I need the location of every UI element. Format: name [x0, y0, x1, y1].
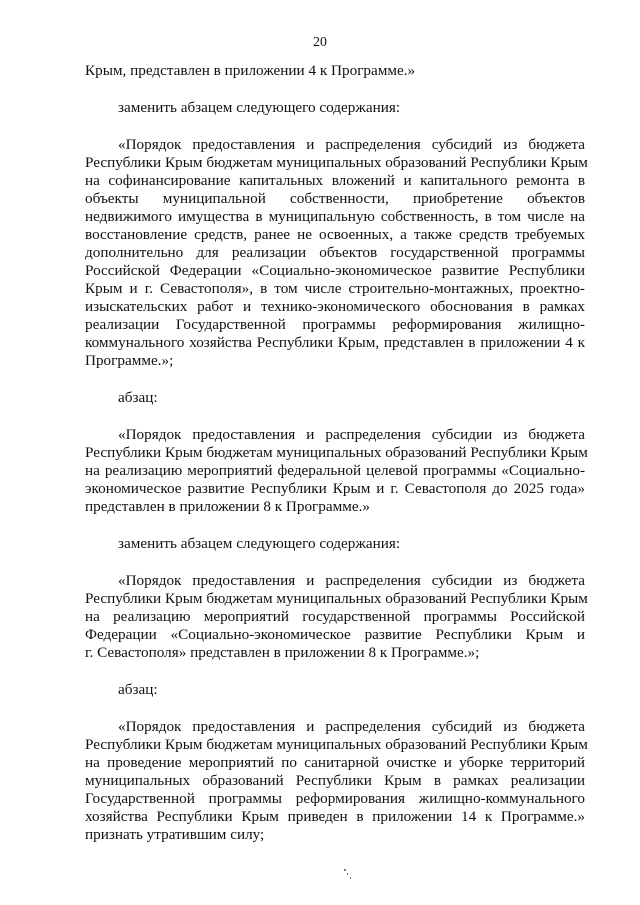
text-line: недвижимого имущества в муниципальную собственность, в том числе на: [85, 208, 585, 225]
text-line: Федерации «Социально-экономическое развитие Республики Крым и: [85, 626, 585, 643]
text-line: «Порядок предоставления и распределения субсидии из бюджета: [118, 572, 585, 589]
text-line: «Порядок предоставления и распределения субсидий из бюджета: [118, 136, 585, 153]
text-line: Республики Крым бюджетам муниципальных образований Республики Крым: [85, 154, 588, 171]
text-line: на реализацию мероприятий государственной программы Российской: [85, 608, 585, 625]
text-line: «Порядок предоставления и распределения субсидий из бюджета: [118, 718, 585, 735]
text-line: экономическое развитие Республики Крым и г. Севастополя до 2025 года»: [85, 480, 585, 497]
text-line: объекты муниципальной собственности, приобретение объектов: [85, 190, 585, 207]
text-line: заменить абзацем следующего содержания:: [118, 99, 401, 116]
text-line: Республики Крым бюджетам муниципальных образований Республики Крым: [85, 590, 588, 607]
text-line: абзац:: [118, 681, 158, 698]
text-line: на софинансирование капитальных вложений и капитального ремонта в: [85, 172, 585, 189]
text-line: представлен в приложении 8 к Программе.»: [85, 498, 370, 515]
text-line: Республики Крым бюджетам муниципальных образований Республики Крым: [85, 736, 588, 753]
text-line: хозяйства Республики Крым приведен в приложении 14 к Программе.»: [85, 808, 585, 825]
text-line: на реализацию мероприятий федеральной целевой программы «Социально-: [85, 462, 585, 479]
text-line: на проведение мероприятий по санитарной очистке и уборке территорий: [85, 754, 585, 771]
scan-speck: [347, 873, 348, 875]
text-line: восстановление средств, ранее не освоенных, а также средств требуемых: [85, 226, 585, 243]
scan-speck: [344, 869, 346, 871]
text-line: «Порядок предоставления и распределения субсидии из бюджета: [118, 426, 585, 443]
text-line: Крым и г. Севастополя», в том числе строительно-монтажных, проектно-: [85, 280, 585, 297]
text-line: Программе.»;: [85, 352, 174, 369]
text-line: дополнительно для реализации объектов государственной программы: [85, 244, 585, 261]
text-line: Крым, представлен в приложении 4 к Программе.»: [85, 62, 416, 79]
text-line: Государственной программы реформирования жилищно-коммунального: [85, 790, 585, 807]
text-line: г. Севастополя» представлен в приложении 8 к Программе.»;: [85, 644, 480, 661]
page-number: 20: [313, 35, 327, 50]
text-line: коммунального хозяйства Республики Крым, представлен в приложении 4 к: [85, 334, 585, 351]
text-line: Российской Федерации «Социально-экономическое развитие Республики: [85, 262, 585, 279]
text-line: Республики Крым бюджетам муниципальных образований Республики Крым: [85, 444, 588, 461]
scan-speck: [350, 877, 351, 879]
text-line: изыскательских работ и технико-экономического обоснования в рамках: [85, 298, 585, 315]
text-line: реализации Государственной программы реформирования жилищно-: [85, 316, 585, 333]
text-line: абзац:: [118, 389, 158, 406]
text-line: муниципальных образований Республики Крым в рамках реализации: [85, 772, 585, 789]
text-line: признать утратившим силу;: [85, 826, 265, 843]
text-line: заменить абзацем следующего содержания:: [118, 535, 401, 552]
